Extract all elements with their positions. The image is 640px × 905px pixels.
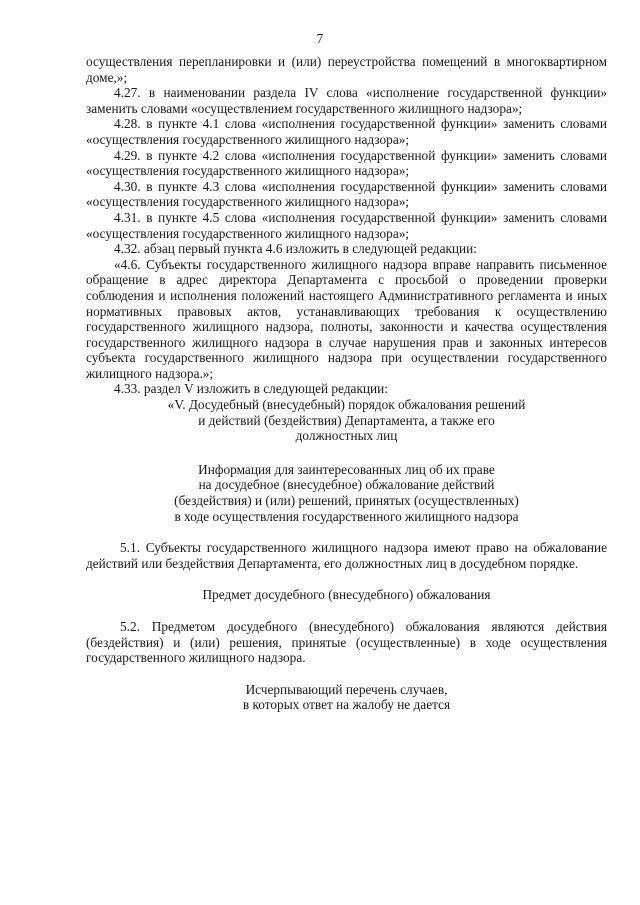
section-v-heading [86,397,607,444]
paragraph-4-30: 4.30. в пункте 4.3 слова «исполнения государственной функции» заменить словами «осуществления государственного жилищного надзора»; [86,178,607,210]
section-heading-line: «V. Досудебный (внесудебный) порядок обжалования решений [167,397,526,413]
page-number: 7 [316,31,324,46]
info-heading-line: Информация для заинтересованных лиц об их праве [198,461,495,477]
paragraph-4-32: 4.32. абзац первый пункта 4.6 изложить в следующей редакции: [114,241,477,257]
exhaustive-heading-line: в которых ответ на жалобу не дается [242,697,451,713]
subject-heading: Предмет досудебного (внесудебного) обжалования [202,587,491,603]
paragraph-4-27: 4.27. в наименовании раздела IV слова «исполнение государственной функции» заменить словами «осуществлением государственного жилищного надзора»; [86,85,607,116]
paragraph-4-29: 4.29. в пункте 4.2 слова «исполнения государственной функции» заменить словами «осуществления государственного жилищного надзора»; [86,147,607,179]
document-body [86,54,607,713]
paragraph-4-33: 4.33. раздел V изложить в следующей редакции: [114,381,388,397]
info-heading-line: (бездействия) и (или) решений, принятых (осуществленных) [174,493,519,509]
paragraph-4-28: 4.28. в пункте 4.1 слова «исполнения государственной функции» заменить словами «осуществления государственного жилищного надзора»; [86,116,607,147]
paragraph-4-6-quote: «4.6. Субъекты государственного жилищного надзора вправе направить письменное обращение в адрес директора Департамента с просьбой о проведении проверки соблюдения и исполнения положений настоящего Административного регламента и иных нормативных правовых актов, устанавливающих требования к осуществлению государственного жилищного надзора, полноты, законности и качества осуществления государственного жилищного надзора в случае нарушения прав и законных интересов субъекта государственного жилищного надзора при осуществлении государственного жилищного надзора.»; [86,256,607,381]
exhaustive-heading [86,682,607,713]
paragraph-5-2: 5.2. Предметом досудебного (внесудебного) обжалования являются действия (бездействия) и (или) решения, принятые (осуществленные) в ходе осуществления государственного жилищного надзора. [86,619,607,666]
paragraph-4-31: 4.31. в пункте 4.5 слова «исполнения государственной функции» заменить словами «осуществления государственного жилищного надзора»; [86,209,607,241]
paragraph-5-1: 5.1. Субъекты государственного жилищного надзора имеют право на обжалование действий или бездействия Департамента, его должностных лиц в досудебном порядке. [86,540,607,571]
info-heading-line: в ходе осуществления государственного жилищного надзора [174,508,519,524]
section-heading-line: и действий (бездействия) Департамента, а также его [198,412,495,428]
paragraph-continuation: осуществления перепланировки и (или) переустройства помещений в многоквартирном доме,»; [86,54,607,85]
exhaustive-heading-line: Исчерпывающий перечень случаев, [245,681,448,697]
section-heading-line: должностных лиц [295,428,398,444]
info-heading [86,462,607,524]
info-heading-line: на досудебное (внесудебное) обжалование действий [198,477,495,493]
